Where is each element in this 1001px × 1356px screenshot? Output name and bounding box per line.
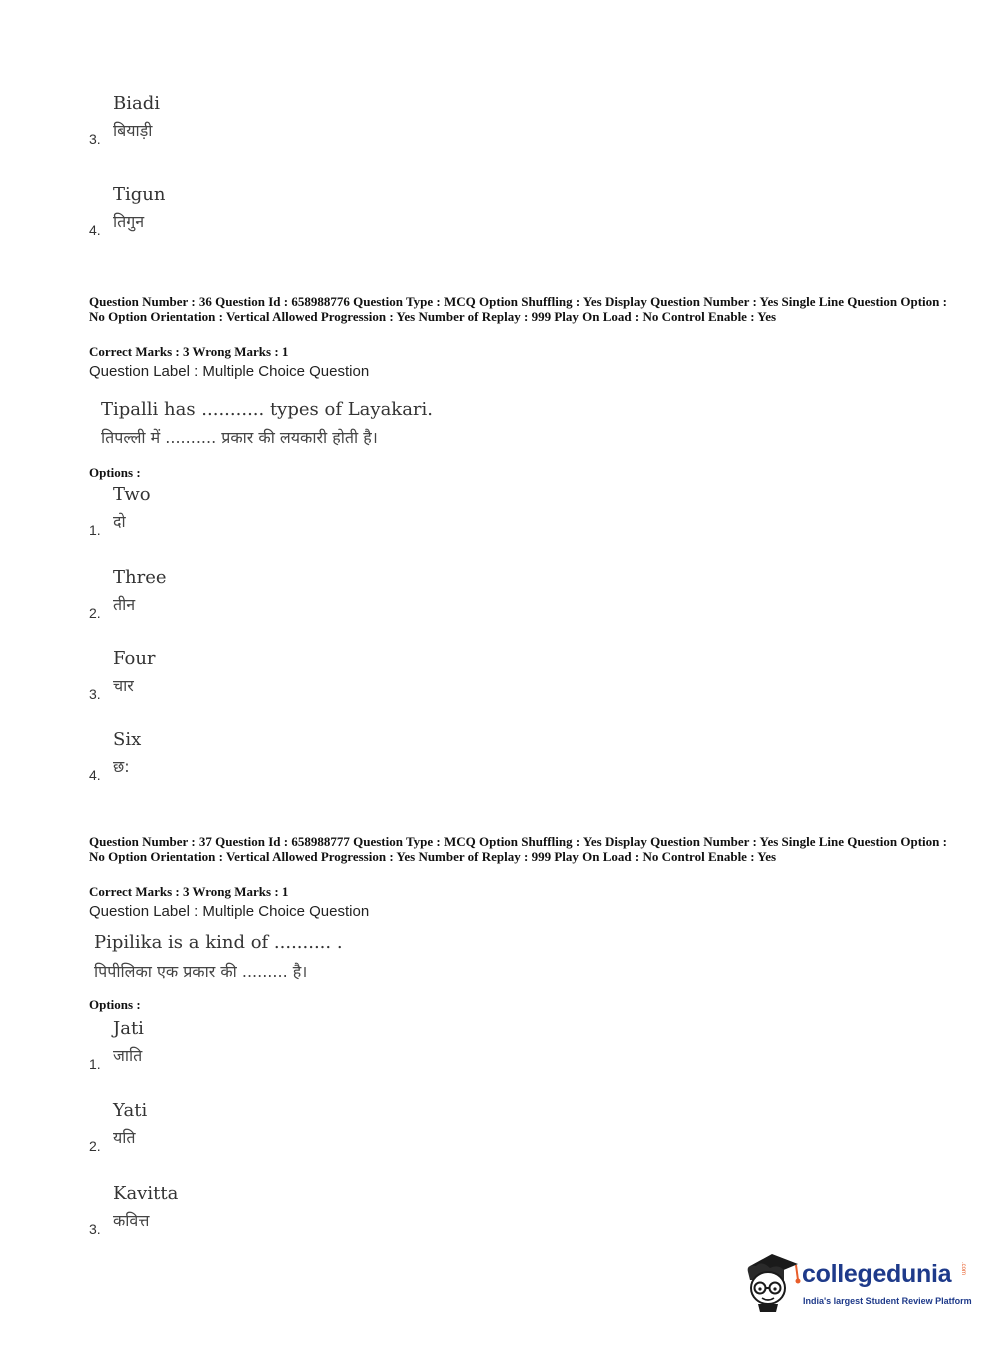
option-number: 2. <box>89 605 101 621</box>
option-text-en: Biadi <box>113 93 160 114</box>
option-text-hi: दो <box>113 512 126 531</box>
option-number: 3. <box>89 686 101 702</box>
option-text-hi: बियाड़ी <box>113 121 153 140</box>
option-number: 1. <box>89 522 101 538</box>
question-marks: Correct Marks : 3 Wrong Marks : 1 <box>89 344 289 359</box>
option-text-en: Kavitta <box>113 1183 179 1204</box>
option-text-en: Four <box>113 648 156 669</box>
option-text-en: Yati <box>113 1100 148 1121</box>
option-number: 4. <box>89 767 101 783</box>
brand-tagline: India's largest Student Review Platform <box>803 1296 972 1306</box>
option-text-en: Two <box>113 484 151 505</box>
option-text-en: Jati <box>113 1018 144 1039</box>
question-text-en: Tipalli has ........... types of Layakari. <box>101 399 434 420</box>
option-number: 3. <box>89 131 101 147</box>
option-text-hi: चार <box>113 676 134 695</box>
question-marks: Correct Marks : 3 Wrong Marks : 1 <box>89 884 289 899</box>
option-text-hi: तीन <box>113 595 136 614</box>
option-text-hi: तिगुन <box>113 212 145 231</box>
option-text-hi: जाति <box>113 1046 143 1065</box>
option-number: 1. <box>89 1056 101 1072</box>
option-number: 2. <box>89 1138 101 1154</box>
options-header: Options : <box>89 997 141 1012</box>
option-text-en: Six <box>113 729 142 750</box>
question-metadata: Question Number : 37 Question Id : 658988777 Question Type : MCQ Option Shuffling : Yes Display Question Number : Yes Single Line Question Option : No Option Orientation : Vertical Allowed Progression : Yes Number of Replay : 999 Play On Load : No Control Enable : Yes <box>89 834 947 864</box>
question-text-en: Pipilika is a kind of .......... . <box>94 932 343 953</box>
brand-domain: .com <box>960 1262 966 1276</box>
option-text-en: Tigun <box>113 184 166 205</box>
question-text-hi: पिपीलिका एक प्रकार की ......... है। <box>94 962 308 981</box>
option-text-hi: छ: <box>113 757 130 776</box>
student-mascot-icon <box>742 1250 802 1312</box>
question-label: Question Label : Multiple Choice Question <box>89 903 370 920</box>
collegedunia-logo[interactable] <box>742 1250 972 1312</box>
question-label: Question Label : Multiple Choice Question <box>89 363 370 380</box>
option-text-hi: यति <box>113 1128 136 1147</box>
question-text-hi: तिपल्ली में .......... प्रकार की लयकारी होती है। <box>101 428 378 447</box>
option-number: 3. <box>89 1221 101 1237</box>
option-text-en: Three <box>113 567 167 588</box>
option-number: 4. <box>89 222 101 238</box>
option-text-hi: कवित्त <box>113 1211 150 1230</box>
question-metadata: Question Number : 36 Question Id : 658988776 Question Type : MCQ Option Shuffling : Yes Display Question Number : Yes Single Line Question Option : No Option Orientation : Vertical Allowed Progression : Yes Number of Replay : 999 Play On Load : No Control Enable : Yes <box>89 294 947 324</box>
brand-name: collegedunia <box>802 1260 952 1288</box>
options-header: Options : <box>89 465 141 480</box>
